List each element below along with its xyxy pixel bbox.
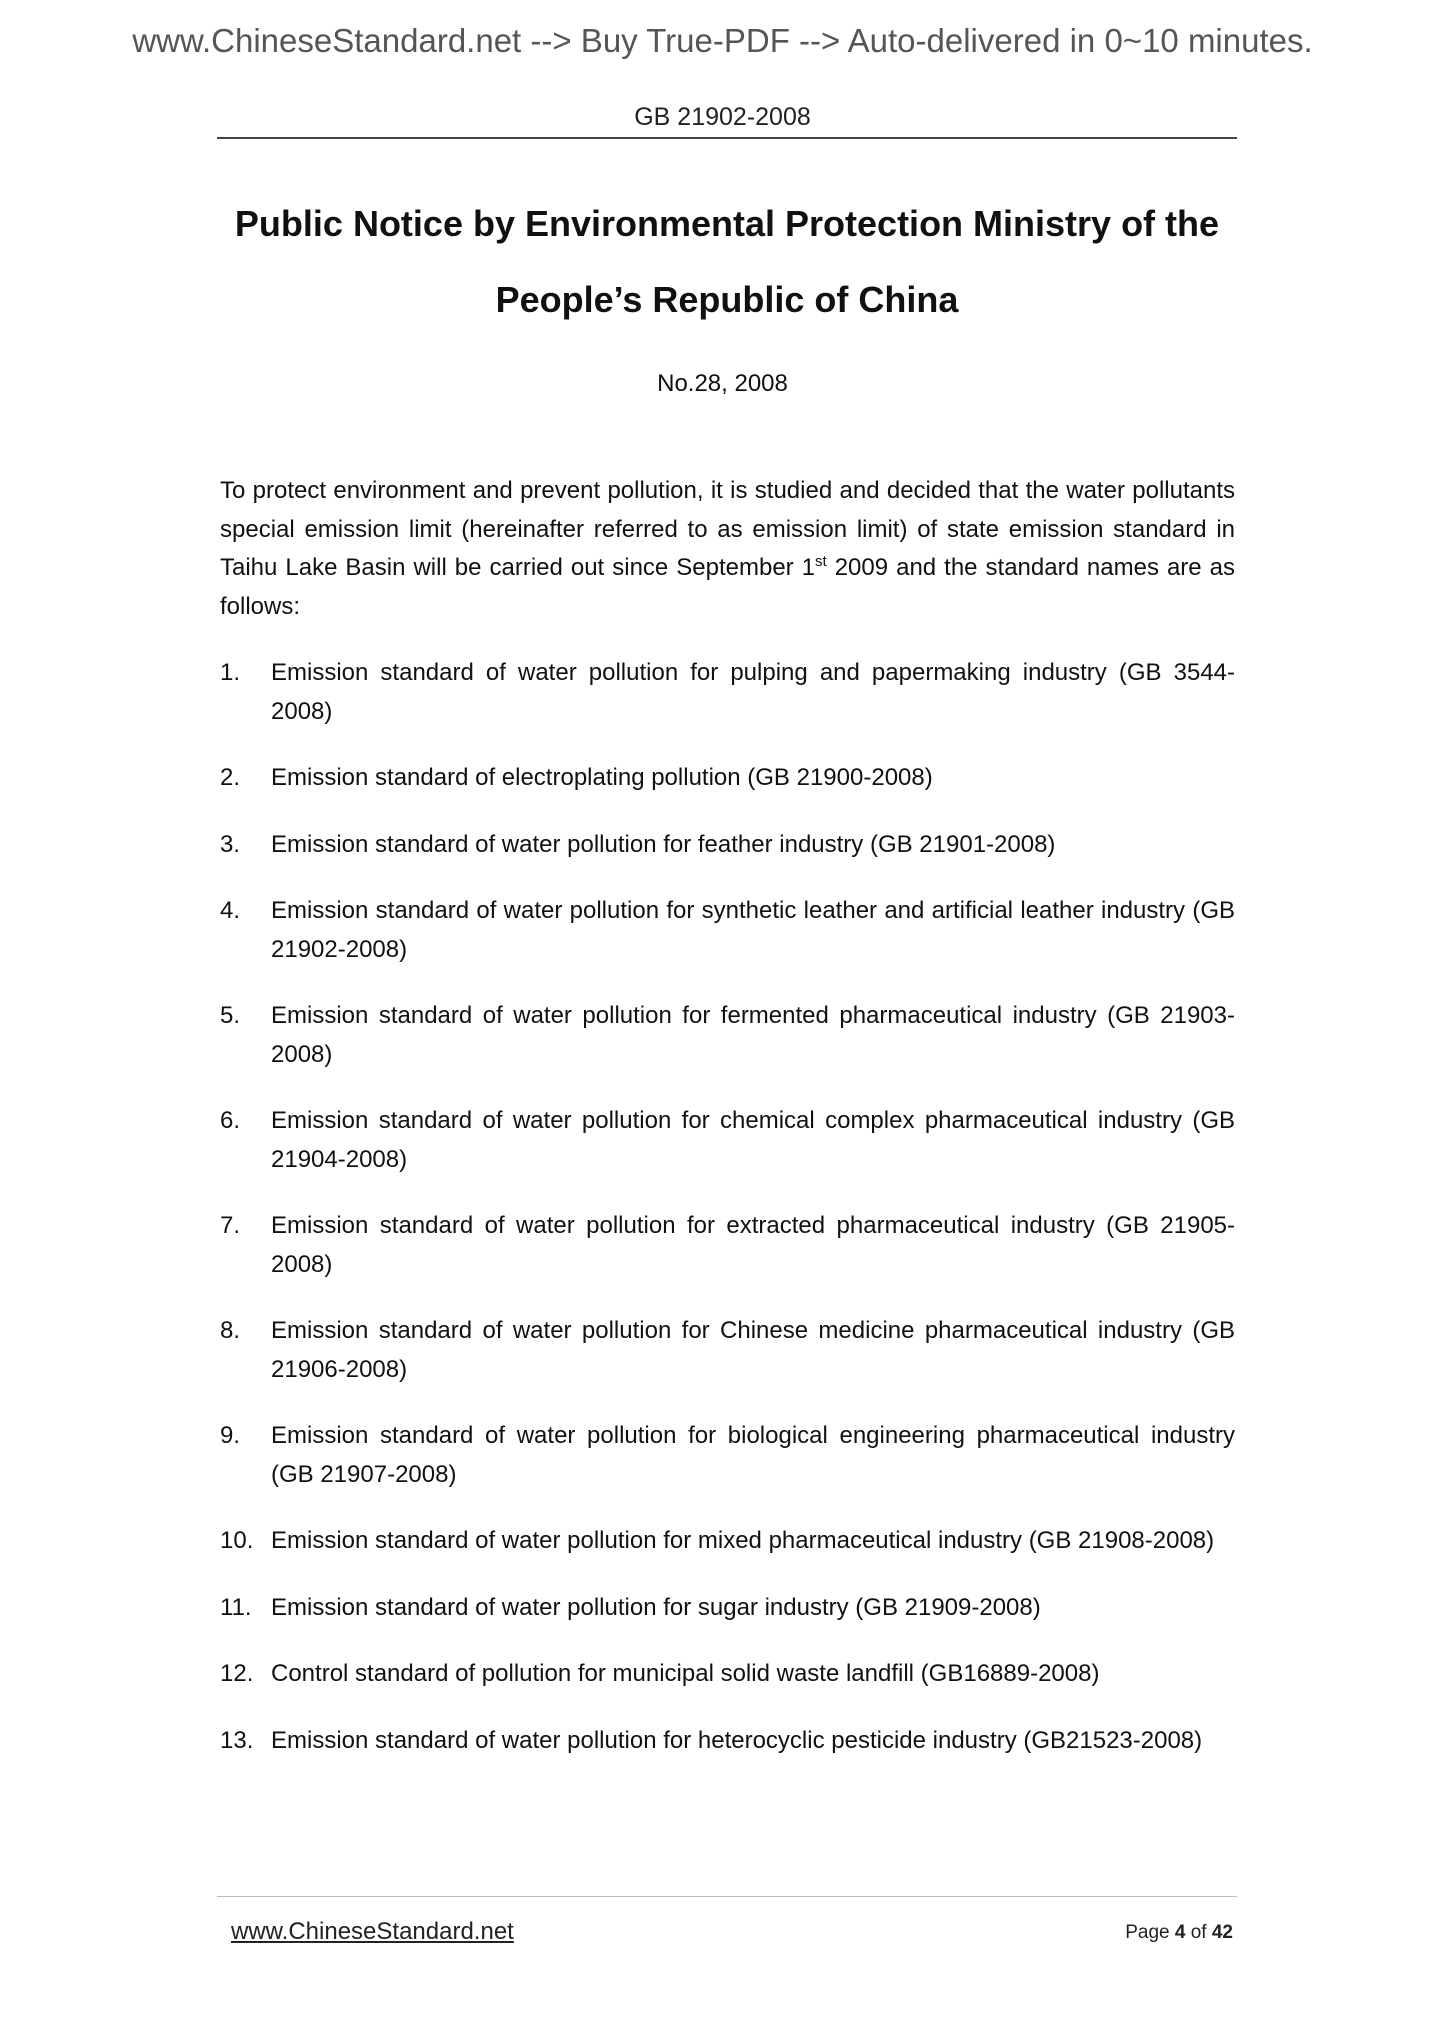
list-item-number: 10. bbox=[220, 1527, 254, 1554]
list-item bbox=[220, 826, 1235, 865]
page-number bbox=[1125, 1922, 1233, 1944]
list-item bbox=[220, 1722, 1235, 1761]
page-current: 4 bbox=[1174, 1922, 1186, 1943]
list-item-text: Emission standard of water pollution for synthetic leather and artificial leather industry (GB 21902-2008) bbox=[271, 897, 1235, 963]
list-item-number: 4. bbox=[220, 897, 241, 924]
list-item bbox=[220, 892, 1235, 969]
list-item-text: Control standard of pollution for municipal solid waste landfill (GB16889-2008) bbox=[271, 1660, 1100, 1687]
list-item-number: 13. bbox=[220, 1726, 254, 1754]
list-item-number: 2. bbox=[220, 764, 241, 791]
list-item-text: Emission standard of water pollution for fermented pharmaceutical industry (GB 21903-2008) bbox=[271, 1002, 1235, 1068]
list-item-number: 12. bbox=[220, 1660, 254, 1687]
intro-superscript: st bbox=[815, 553, 827, 570]
list-item bbox=[220, 1655, 1235, 1694]
footer-divider bbox=[217, 1896, 1237, 1897]
page-title bbox=[200, 186, 1254, 338]
list-item-text: Emission standard of water pollution for chemical complex pharmaceutical industry (GB 21904-2008) bbox=[271, 1107, 1235, 1173]
list-item-number: 8. bbox=[220, 1317, 241, 1344]
list-item-text: Emission standard of electroplating pollution (GB 21900-2008) bbox=[271, 764, 933, 791]
list-item-text: Emission standard of water pollution for pulping and papermaking industry (GB 3544-2008) bbox=[271, 659, 1235, 725]
standard-code: GB 21902-2008 bbox=[634, 103, 811, 131]
list-item bbox=[220, 654, 1235, 731]
list-item-text: Emission standard of water pollution for extracted pharmaceutical industry (GB 21905-2008) bbox=[271, 1212, 1235, 1278]
header-banner: www.ChineseStandard.net --> Buy True-PDF --> Auto-delivered in 0~10 minutes. bbox=[132, 22, 1313, 59]
list-item-number: 11. bbox=[220, 1593, 252, 1621]
page-separator: of bbox=[1185, 1922, 1212, 1943]
list-item-text: Emission standard of water pollution for sugar industry (GB 21909-2008) bbox=[271, 1593, 1041, 1621]
intro-text-part2: 2009 and the standard names are as follows: bbox=[220, 554, 1236, 620]
list-item bbox=[220, 1589, 1235, 1628]
list-item bbox=[220, 1207, 1235, 1284]
list-item-number: 1. bbox=[220, 659, 241, 686]
list-item bbox=[220, 997, 1235, 1074]
list-item-number: 3. bbox=[220, 830, 241, 858]
title-line-1: Public Notice by Environmental Protection Ministry of the bbox=[234, 203, 1220, 244]
title-line-2: People’s Republic of China bbox=[495, 279, 959, 320]
list-item bbox=[220, 1102, 1235, 1179]
list-item bbox=[220, 1522, 1235, 1561]
intro-paragraph bbox=[220, 472, 1235, 626]
list-item-number: 9. bbox=[220, 1422, 241, 1449]
list-item-text: Emission standard of water pollution for mixed pharmaceutical industry (GB 21908-2008) bbox=[271, 1527, 1215, 1554]
intro-text-part1: To protect environment and prevent pollution, it is studied and decided that the water pollutants special emission limit (hereinafter referred to as emission limit) of state emission standard in Taihu Lake Basin will be carried out since September 1 bbox=[220, 477, 1235, 581]
list-item bbox=[220, 1312, 1235, 1389]
list-item-text: Emission standard of water pollution for feather industry (GB 21901-2008) bbox=[271, 830, 1056, 858]
notice-number: No.28, 2008 bbox=[657, 370, 788, 397]
list-item-number: 5. bbox=[220, 1002, 241, 1029]
list-item bbox=[220, 759, 1235, 798]
list-item-text: Emission standard of water pollution for biological engineering pharmaceutical industry (GB 21907-2008) bbox=[271, 1422, 1235, 1488]
list-item bbox=[220, 1417, 1235, 1494]
list-item-text: Emission standard of water pollution for heterocyclic pesticide industry (GB21523-2008) bbox=[271, 1726, 1203, 1754]
list-item-number: 6. bbox=[220, 1107, 241, 1134]
list-item-number: 7. bbox=[220, 1212, 241, 1239]
list-item-text: Emission standard of water pollution for Chinese medicine pharmaceutical industry (GB 21906-2008) bbox=[271, 1317, 1235, 1383]
page-prefix: Page bbox=[1125, 1922, 1175, 1943]
header-divider bbox=[217, 137, 1237, 139]
page-total: 42 bbox=[1211, 1922, 1233, 1943]
footer-site-link[interactable]: www.ChineseStandard.net bbox=[231, 1918, 514, 1945]
standards-list bbox=[220, 654, 1235, 1788]
